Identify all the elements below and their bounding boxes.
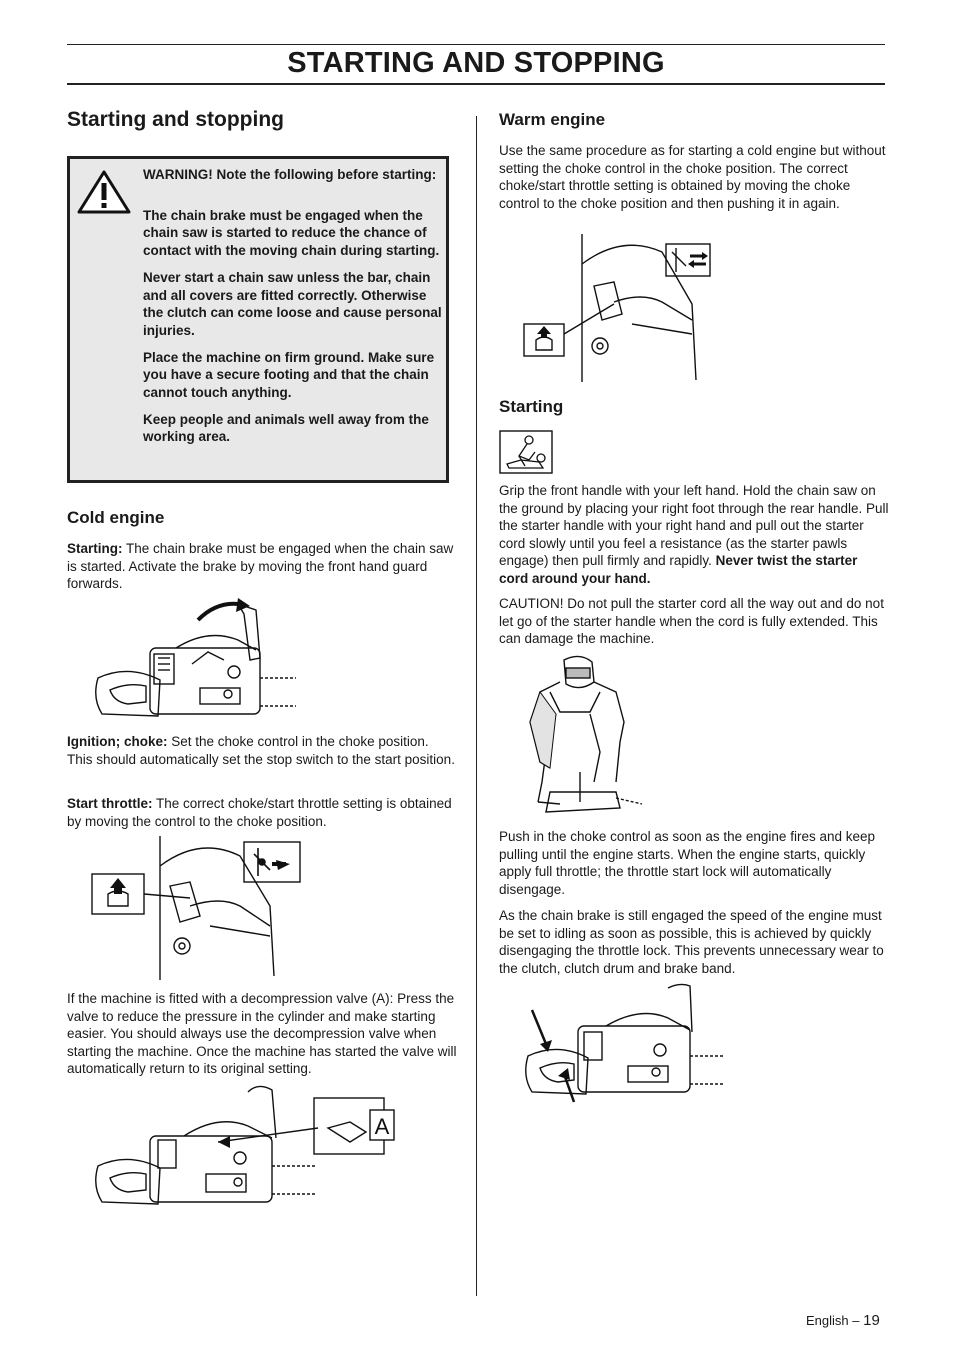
- warning-triangle-icon: [76, 169, 132, 215]
- warning-text: [143, 166, 447, 455]
- starting-text: The chain brake must be engaged when the chain saw is started. Activate the brake by moving the front hand guard forwards.: [67, 541, 454, 591]
- page-number: 19: [863, 1312, 880, 1329]
- starting-pictogram-icon: [499, 430, 553, 474]
- warm-engine-title: Warm engine: [499, 110, 606, 129]
- page-title: STARTING AND STOPPING: [287, 47, 665, 79]
- choke-control-illustration: [90, 836, 305, 980]
- warning-box: [67, 156, 449, 483]
- chain-brake-illustration: [88, 598, 300, 722]
- warning-paragraph: Place the machine on firm ground. Make sure you have a secure footing and that the chain cannot touch anything.: [143, 349, 435, 401]
- warning-paragraph: Keep people and animals well away from the working area.: [143, 411, 429, 445]
- warm-choke-illustration: [522, 234, 714, 382]
- start-throttle-text: [67, 795, 457, 830]
- column-divider: [476, 116, 477, 1296]
- decompression-label: A: [374, 1114, 390, 1139]
- starting-paragraph-1: [499, 482, 889, 587]
- warning-paragraph: Never start a chain saw unless the bar, chain and all covers are fitted correctly. Otherwise the clutch can come loose and cause personal injuries.: [143, 269, 442, 338]
- decompression-valve-illustration: [88, 1082, 398, 1210]
- section-title: Starting and stopping: [67, 108, 284, 131]
- ignition-choke-text: [67, 733, 457, 768]
- warm-engine-text: Use the same procedure as for starting a cold engine but without setting the choke control in the choke position. The correct choke/start throttle setting is obtained by moving the choke control to the choke position and then pushing it in again.: [499, 143, 886, 211]
- person-starting-illustration: [520, 652, 644, 818]
- starting-label: Starting:: [67, 541, 123, 556]
- footer-dash: –: [848, 1313, 864, 1328]
- starting-p1-text: Grip the front handle with your left hand. Hold the chain saw on the ground by placing your right foot through the rear handle. Pull the starter handle with your right hand and pull out the starter cord slowly until you feel a resistance (as the starter pawls engage) then pull firmly and rapidly.: [499, 483, 889, 568]
- starting-title: Starting: [499, 397, 564, 416]
- ignition-label: Ignition; choke:: [67, 734, 168, 749]
- page-footer: [806, 1312, 880, 1329]
- cold-engine-starting-text: [67, 540, 457, 593]
- starting-p1-bold: Never twist the starter cord around your hand.: [499, 553, 858, 586]
- warning-paragraph: The chain brake must be engaged when the chain saw is started to reduce the chance of contact with the moving chain during starting.: [143, 207, 440, 259]
- warning-lead: WARNING! Note the following before starting:: [143, 167, 437, 182]
- cold-engine-title: Cold engine: [67, 508, 165, 527]
- ignition-text: Set the choke control in the choke position. This should automatically set the stop switch to the start position.: [67, 734, 455, 767]
- starting-paragraph-4: As the chain brake is still engaged the speed of the engine must be set to idling as soon as possible, this is achieved by quickly disengaging the throttle lock. This prevents unnecessary wear to the clutch, clutch drum and brake band.: [499, 908, 884, 976]
- starting-paragraph-3: Push in the choke control as soon as the engine fires and keep pulling until the engine starts. When the engine starts, quickly apply full throttle; the throttle start lock will automatically disengage.: [499, 829, 875, 897]
- throttle-label: Start throttle:: [67, 796, 153, 811]
- throttle-text: The correct choke/start throttle setting is obtained by moving the control to the choke position.: [67, 796, 452, 829]
- caution-paragraph: CAUTION! Do not pull the starter cord all the way out and do not let go of the starter handle when the cord is fully extended. This can damage the machine.: [499, 596, 884, 646]
- page-header: [67, 44, 885, 85]
- throttle-lock-illustration: [520, 982, 726, 1104]
- decompression-text: If the machine is fitted with a decompression valve (A): Press the valve to reduce the pressure in the cylinder and make starting easier. You should always use the decompression valve when starting the machine. Once the machine has started the valve will automatically return to its original setting.: [67, 991, 457, 1076]
- footer-language: English: [806, 1313, 849, 1328]
